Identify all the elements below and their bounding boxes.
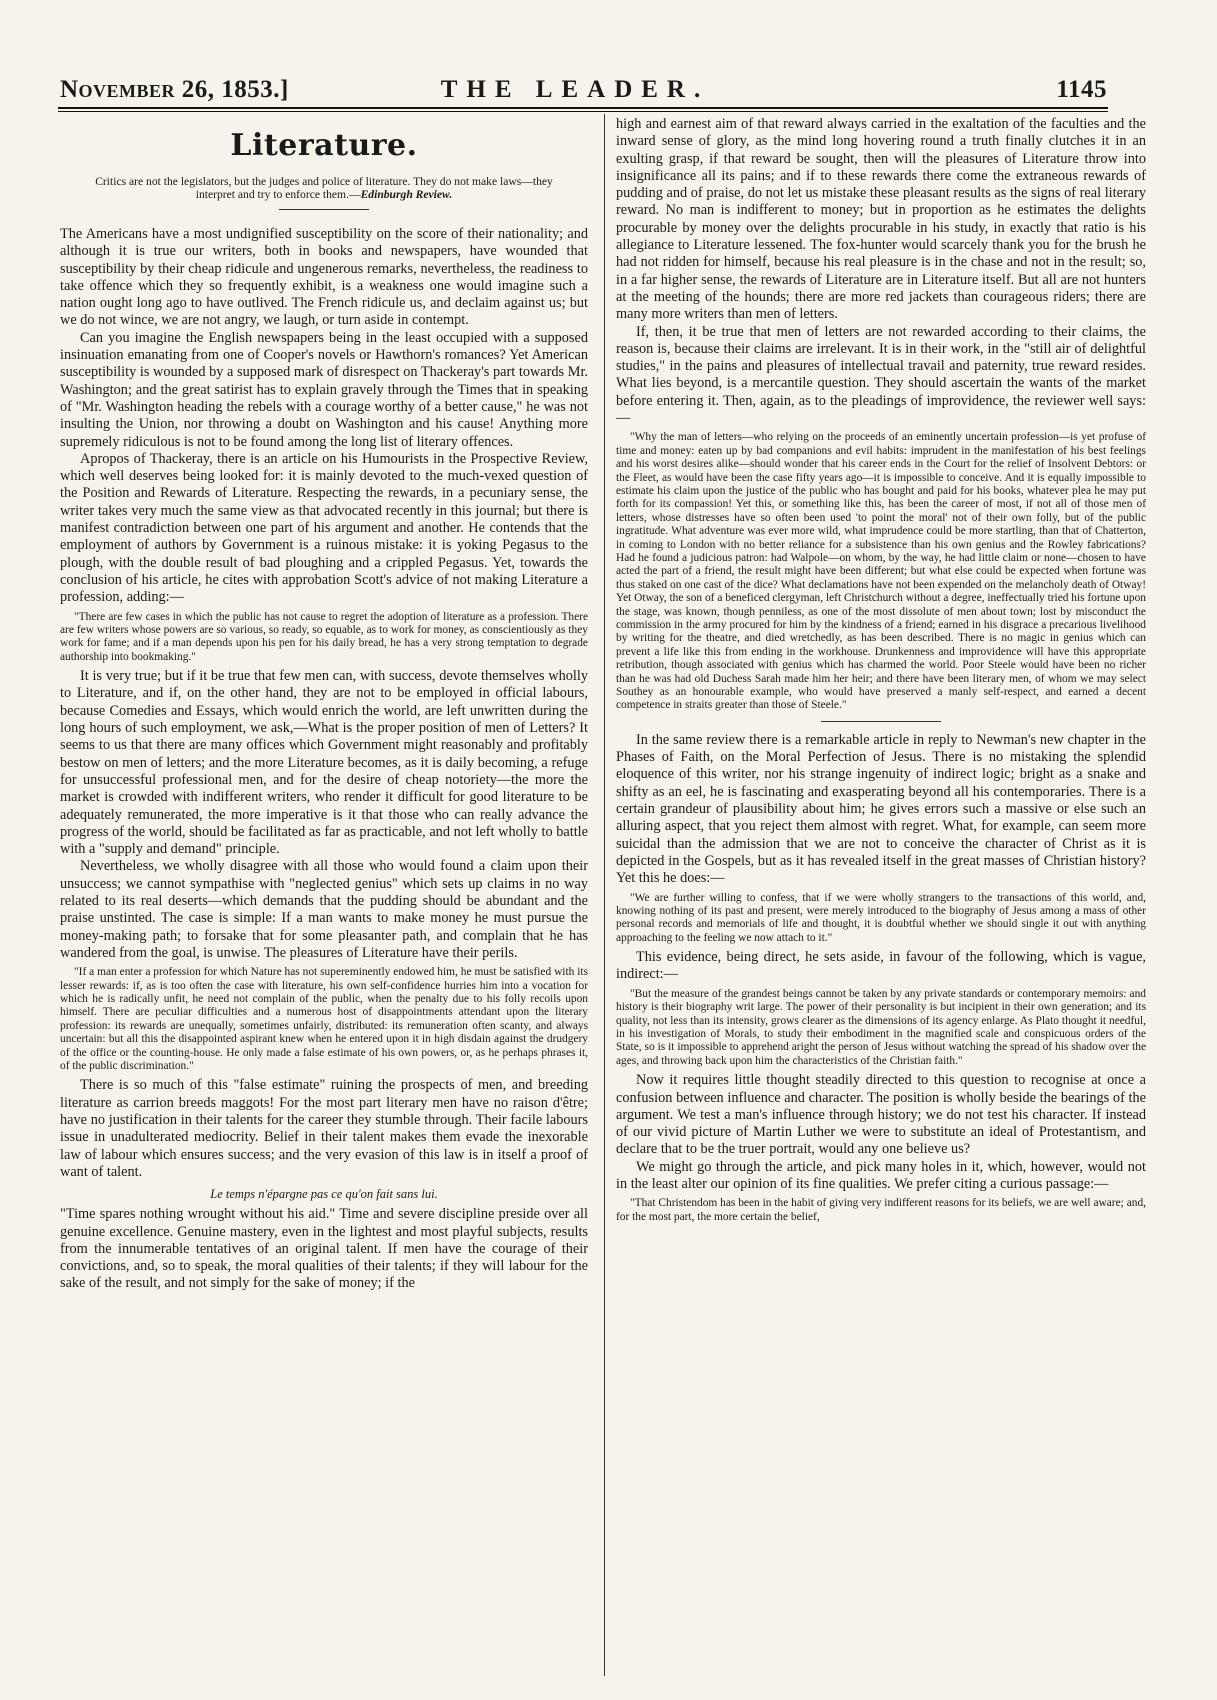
paragraph: In the same review there is a remarkable article in reply to Newman's new chapter in the Phases of Faith, on the Moral Perfection of Jesus. There is no mistaking the splendid eloquence of this writer, nor his strange ingenuity of indirect logic; bright as a snake and shifty as an eel, he is fascinating and exasperating beyond all his contemporaries. There is a certain grandeur of plausibility about him; he gives errors such a massive or else such an alluring aspect, that you reject them almost with regret. What, for example, can seem more suicidal than the admission that we are not to conceive the character of Christ as it is depicted in the Gospels, but as it has revealed itself in the great masses of Christian history? Yet this he does:— — [616, 731, 1146, 887]
paragraph: This evidence, being direct, he sets aside, in favour of the following, which is vague, indirect:— — [616, 949, 1146, 983]
section-divider — [279, 209, 369, 210]
block-quote: "We are further willing to confess, that if we were wholly strangers to the transactions of this world, and, knowing nothing of its past and present, were merely introduced to the biography of Jesus among a mass of other personal records and memorials of life and thought, it is doubtful whether we should single it out with anything approaching to the feeling we now attach to it." — [616, 891, 1146, 944]
epigraph — [82, 175, 566, 201]
block-quote: "If a man enter a profession for which Nature has not supereminently endowed him, he must be satisfied with its lesser rewards: if, as is too often the case with literature, his own self-confidence hurries him into a vocation for which he is radically unfit, he need not complain of the public, when the penalty due to his folly recoils upon himself. There are peculiar difficulties and a numerous host of disappointments attendant upon the literary profession: its rewards are unequally, sometimes unfairly, distributed: its remuneration often scanty, and always uncertain: but all this the disappointed aspirant knew when he entered upon it in high disdain against the drudgery of the office or the counting-house. He only made a false estimate of his own powers, or, as he perhaps phrases it, of the public discrimination." — [60, 966, 588, 1073]
paragraph: There is so much of this "false estimate" ruining the prospects of men, and breeding literature as carrion breeds maggots! For the most part literary men have no raison d'être; have no justification in their talents for the career they stumble through. Their facile labours issue in unadulterated mediocrity. Belief in their talent makes them evade the inexorable law of labour which ensures success; and the very evasion of this law is in itself a proof of want of talent. — [60, 1077, 588, 1180]
paragraph: Now it requires little thought steadily directed to this question to recognise at once a confusion between influence and character. The position is wholly beside the bearings of the argument. We test a man's influence through history; we do not test his character. If instead of our vivid picture of Martin Luther we were to substitute an ideal of Protestantism, and declare that to be the truer portrait, would any one believe us? — [616, 1072, 1146, 1158]
block-quote: "There are few cases in which the public has not cause to regret the adoption of literature as a profession. There are few writers whose powers are so various, so ready, so equable, as to work for money, as conscientiously as they work for fame; and if a man depends upon his pen for his daily bread, he has a very strong temptation to degrade authorship into bookmaking." — [60, 610, 588, 663]
paragraph: high and earnest aim of that reward always carried in the exaltation of the faculties and the inward sense of glory, as the mind long hovering round a truth finally clutches it in an exulting grasp, if that reward be sought, then will the pleasures of Literature throw into insignificance all its pains; and if to these rewards there come the extraneous rewards of pudding and of praise, do not let us mistake these pleasant results as the signs of real literary reward. No man is indifferent to money; but in proportion as he estimates the delights procurable by money over the delights procurable in his study, in exactly that ratio is his allegiance to Literature lessened. The fox-hunter would scarcely thank you for the brush he had not ridden for himself, because his real pleasure is in the chase and not in the result; so, in a far higher sense, the rewards of Literature are in Literature itself. But all are not hunters at the meeting of the hounds; there are more red jackets than courageous riders; there are many more writers than men of letters. — [616, 116, 1146, 323]
paragraph: Nevertheless, we wholly disagree with all those who would found a claim upon their unsuccess; we cannot sympathise with "neglected genius" which sets up claims in no way related to its real deserts—which demands that the pudding should be abundant and the praise unstinted. The case is simple: If a man wants to make money he must pursue the money-making path; to forsake that for some pleasanter path, and complain that he has wandered from the goal, is unwise. The pleasures of Literature have their perils. — [60, 858, 588, 961]
paragraph: If, then, it be true that men of letters are not rewarded according to their claims, the reason is, because their claims are irrelevant. It is in their work, in the "still air of delightful studies," in the pains and pleasures of intellectual travail and paternity, true reward resides. What lies beyond, is a mercantile question. They should ascertain the wants of the market before entering it. Then, again, as to the pleadings of improvidence, the reviewer well says:— — [616, 323, 1146, 427]
paragraph: We might go through the article, and pick many holes in it, which, however, would not in the least alter our opinion of its fine qualities. We prefer citing a curious passage:— — [616, 1158, 1146, 1192]
paragraph: The Americans have a most undignified susceptibility on the score of their nationality; and although it is true our writers, both in books and newspapers, have wounded that susceptibility by their cheap ridicule and ungenerous remarks, nevertheless, the readiness to take offence which they so frequently exhibit, is a weakness one would imagine such a nation ought long ago to have outlived. The French ridicule us, and declaim against us; but we do not wince, we are not angry, we laugh, or turn aside in contempt. — [60, 226, 588, 329]
article-divider — [821, 721, 941, 722]
header-rule — [58, 107, 1108, 109]
paragraph: Can you imagine the English newspapers being in the least occupied with a supposed insinuation emanating from one of Cooper's novels or Hawthorn's romances? Yet American susceptibility is wounded by a supposed mark of disrespect on Thackeray's part towards Mr. Washington; and the great satirist has to explain gravely through the Times that in speaking of "Mr. Washington heading the rebels with a courage worthy of a better cause," he was not insulting the Union, nor throwing a doubt on Washington and his cause! Anything more supremely ridiculous is not to be found among the long list of literary offences. — [60, 329, 588, 450]
paragraph: Apropos of Thackeray, there is an article on his Humourists in the Prospective Review, which well deserves being looked for: it is mainly devoted to the much-vexed question of the Position and Rewards of Literature. Respecting the rewards, in a pecuniary sense, the writer takes very much the same view as that advocated recently in this journal; but there is manifest contradiction between one part of his argument and another. He contends that the employment of authors by Government is a ruinous mistake: it is yoking Pegasus to the plough, with the double result of bad ploughing and a crippled Pegasus. Yet, towards the conclusion of his article, he cites with approbation Scott's advice of not making Literature a profession, adding:— — [60, 450, 588, 606]
block-quote: "But the measure of the grandest beings cannot be taken by any private standards or contemporary memoirs: and history is their biography writ large. The power of their personality is but incipient in their own generation; and its quality, not less than its intensity, grows clearer as the dimensions of its agency enlarge. As Plato thought it needful, in his investigation of Morals, to study their embodiment in the magnified scale and conspicuous orders of the State, so is it impossible to apprehend aright the person of Jesus without watching the spread of his shadow over the ages, and throwing back upon him the characteristics of the Christian faith." — [616, 987, 1146, 1067]
column-divider — [604, 114, 605, 1676]
epigraph-source: Edinburgh Review. — [360, 188, 453, 201]
paragraph: "Time spares nothing wrought without his aid." Time and severe discipline preside over all genuine excellence. Genuine mastery, even in the lightest and most playful subjects, results from the innumerable tentatives of an original talent. If men have the courage of their convictions, and, so to speak, the moral qualities of their talents; if they will labour for the sake of the result, and not simply for the sake of money; if the — [60, 1206, 588, 1292]
right-column — [616, 116, 1146, 1228]
paragraph: It is very true; but if it be true that few men can, with success, devote themselves wholly to Literature, and if, on the other hand, they are not to be employed in official labours, because Comedies and Essays, which would enrich the world, are left unwritten during the long hours of such employment, we ask,—What is the proper position of men of Letters? It seems to us that there are many offices which Government might reasonably and profitably bestow on men of letters; and the more Literature becomes, as it is daily becoming, a refuge for unsuccessful professional men, and for the desire of cheap notoriety—the more the market is crowded with indifferent writers, who render it difficult for good literature to be adequately remunerated, the more imperative is it that those who can really advance the progress of the world, should be facilitated as far as practicable, and not left wholly to battle with a "supply and demand" principle. — [60, 668, 588, 858]
french-epigram: Le temps n'épargne pas ce qu'on fait sans lui. — [210, 1187, 438, 1202]
epigraph-text: Critics are not the legislators, but the judges and police of literature. They do not make laws—they interpret and try to enforce them.— — [95, 175, 553, 201]
section-title: Literature. — [230, 128, 418, 163]
block-quote: "That Christendom has been in the habit of giving very indifferent reasons for its beliefs, we are well aware; and, for the most part, the more certain the belief, — [616, 1197, 1146, 1223]
header-rule-thin — [58, 111, 1108, 112]
issue-date: November 26, 1853.] — [60, 76, 289, 103]
newspaper-title: THE LEADER. — [440, 76, 710, 103]
left-column — [60, 122, 588, 1293]
masthead — [60, 76, 1107, 106]
page-number: 1145 — [1056, 76, 1107, 103]
block-quote: "Why the man of letters—who relying on the proceeds of an eminently uncertain profession—is yet profuse of time and money: eaten up by bad companions and evil habits: imprudent in the manifestation of his best feelings and his worst desires alike—should wonder that his career ends in the Court for the relief of Insolvent Debtors: or the Fleet, as would have been the case fifty years ago—it is impossible to conceive. And it is equally impossible to estimate his claim upon the justice of the public who has bought and paid for his books, whatever plea he may put forth for its compassion! Yet this, or something like this, has been the career of most, if not all of those men of letters, whose distresses have so often been used 'to point the moral' not of their own folly, but of the public ingratitude. What adventure was ever more wild, what imprudence could be more startling, than that of Chatterton, in coming to London with no better reliance for a subsistence than his own genius and the Rowley fabrications? Had he found a judicious patron: had Walpole—on whom, by the way, he had little claim or none—chosen to have acted the part of a friend, the result might have been different; but what else could be expected when fortune was thus staked on one cast of the dice? What declamations have not been expended on the melancholy death of Otway! Yet Otway, the son of a beneficed clergyman, left Christchurch without a degree, ineffectually tried his fortune upon the stage, was known, though penniless, as one of the most dissolute of men about town; lost by misconduct the commission in the army procured for him by the kindness of a friend; earned in his disgrace a precarious livelihood by writing for the theatre, and died wretchedly, as has been described. There is no magic in genius which can prevent a life like this from ending in the workhouse. Drunkenness and improvidence will have this appropriate retribution, though associated with genius which has charmed the world. Poor Steele would have been no richer than he was had old Duchess Sarah made him her heir; and there have been literary men, of whom we may select Southey as an honourable example, who would have preserved a manly self-respect, and earned a decent competence in straits greater than those of Steele." — [616, 431, 1146, 712]
